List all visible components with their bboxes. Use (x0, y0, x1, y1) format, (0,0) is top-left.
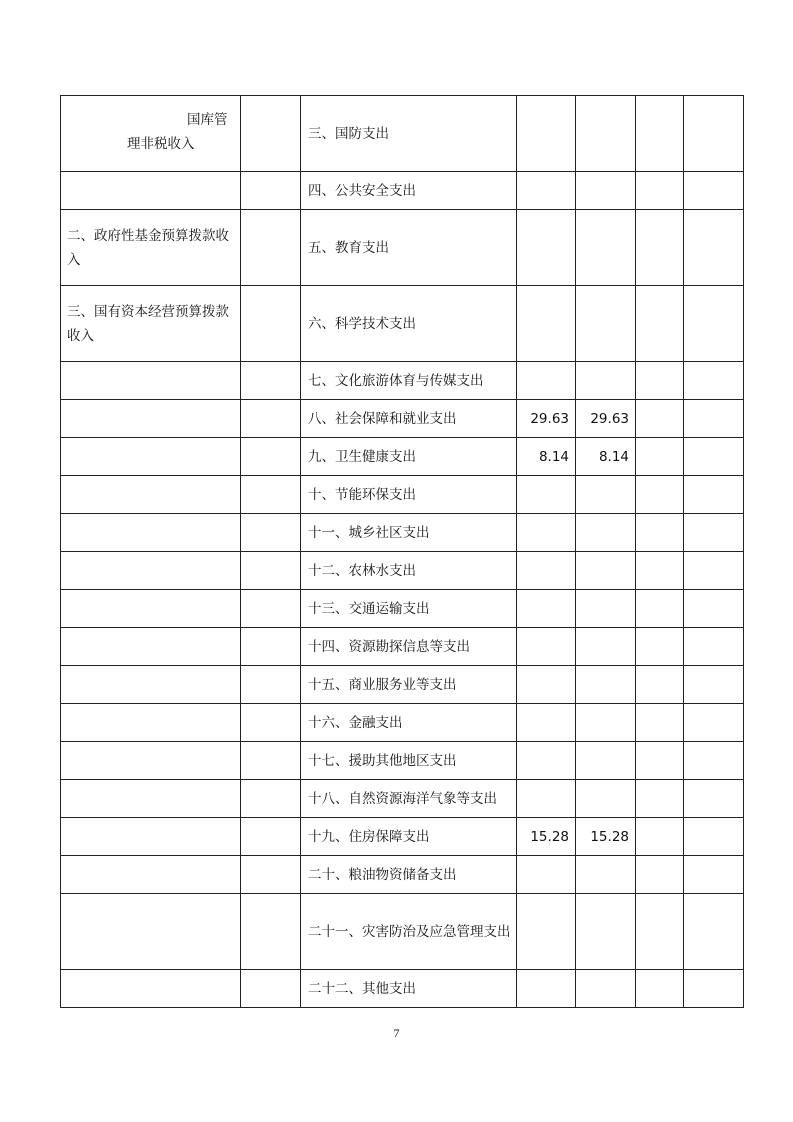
amount-cell: 29.63 (576, 400, 636, 438)
income-cell (61, 514, 241, 552)
amount-cell (684, 552, 744, 590)
amount-cell (684, 514, 744, 552)
table-row (61, 362, 744, 400)
amount-cell (517, 552, 576, 590)
income-amount-cell (241, 628, 301, 666)
amount-cell (636, 666, 684, 704)
amount-cell (636, 590, 684, 628)
amount-cell (517, 96, 576, 172)
amount-cell (576, 856, 636, 894)
table-row (61, 552, 744, 590)
amount-cell (684, 210, 744, 286)
table-row (61, 210, 744, 286)
amount-cell (636, 894, 684, 970)
income-cell (61, 780, 241, 818)
amount-cell (684, 590, 744, 628)
income-cell: 二、政府性基金预算拨款收入 (61, 210, 241, 286)
income-amount-cell (241, 780, 301, 818)
expense-cell: 二十二、其他支出 (301, 970, 517, 1008)
amount-cell (517, 172, 576, 210)
budget-table (60, 95, 744, 1008)
income-amount-cell (241, 476, 301, 514)
amount-cell (684, 780, 744, 818)
income-amount-cell (241, 172, 301, 210)
income-amount-cell (241, 362, 301, 400)
income-cell: 三、国有资本经营预算拨款收入 (61, 286, 241, 362)
expense-cell: 九、卫生健康支出 (301, 438, 517, 476)
table-row (61, 96, 744, 172)
table-row (61, 590, 744, 628)
table-row (61, 514, 744, 552)
amount-cell (576, 590, 636, 628)
table-row (61, 476, 744, 514)
table-row (61, 856, 744, 894)
amount-cell (517, 894, 576, 970)
income-cell (61, 742, 241, 780)
amount-cell (517, 970, 576, 1008)
amount-cell (576, 210, 636, 286)
amount-cell (576, 894, 636, 970)
expense-cell: 十二、农林水支出 (301, 552, 517, 590)
amount-cell (517, 210, 576, 286)
income-amount-cell (241, 96, 301, 172)
amount-cell (517, 514, 576, 552)
income-amount-cell (241, 438, 301, 476)
amount-cell (636, 970, 684, 1008)
expense-cell: 十一、城乡社区支出 (301, 514, 517, 552)
income-cell (61, 970, 241, 1008)
amount-cell (576, 362, 636, 400)
expense-cell: 六、科学技术支出 (301, 286, 517, 362)
table-row (61, 894, 744, 970)
amount-cell (684, 476, 744, 514)
expense-cell: 八、社会保障和就业支出 (301, 400, 517, 438)
amount-cell (576, 476, 636, 514)
table-row (61, 400, 744, 438)
table-row (61, 666, 744, 704)
amount-cell (636, 818, 684, 856)
amount-cell (517, 286, 576, 362)
amount-cell: 15.28 (576, 818, 636, 856)
income-amount-cell (241, 286, 301, 362)
amount-cell: 8.14 (517, 438, 576, 476)
amount-cell (517, 590, 576, 628)
income-amount-cell (241, 400, 301, 438)
amount-cell (636, 210, 684, 286)
amount-cell (636, 780, 684, 818)
amount-cell (636, 438, 684, 476)
table-row (61, 704, 744, 742)
income-cell (61, 894, 241, 970)
amount-cell (576, 742, 636, 780)
amount-cell: 8.14 (576, 438, 636, 476)
amount-cell (636, 742, 684, 780)
expense-cell: 十九、住房保障支出 (301, 818, 517, 856)
amount-cell (576, 514, 636, 552)
amount-cell (576, 172, 636, 210)
table-row (61, 438, 744, 476)
amount-cell: 15.28 (517, 818, 576, 856)
expense-cell: 十六、金融支出 (301, 704, 517, 742)
page-number: 7 (393, 1026, 400, 1040)
income-amount-cell (241, 590, 301, 628)
income-cell (61, 666, 241, 704)
expense-cell: 十、节能环保支出 (301, 476, 517, 514)
amount-cell (636, 362, 684, 400)
income-amount-cell (241, 210, 301, 286)
amount-cell (684, 970, 744, 1008)
income-cell (61, 856, 241, 894)
amount-cell (576, 628, 636, 666)
income-cell (61, 438, 241, 476)
amount-cell (684, 742, 744, 780)
amount-cell (636, 96, 684, 172)
expense-cell: 五、教育支出 (301, 210, 517, 286)
table-row (61, 628, 744, 666)
income-amount-cell (241, 666, 301, 704)
amount-cell (636, 172, 684, 210)
amount-cell (636, 476, 684, 514)
amount-cell (517, 780, 576, 818)
amount-cell (684, 438, 744, 476)
amount-cell (517, 856, 576, 894)
amount-cell (684, 856, 744, 894)
amount-cell (576, 780, 636, 818)
amount-cell (684, 362, 744, 400)
income-cell: 国库管理非税收入 (61, 96, 241, 172)
amount-cell (684, 172, 744, 210)
amount-cell (636, 286, 684, 362)
amount-cell (684, 704, 744, 742)
income-cell (61, 400, 241, 438)
amount-cell (517, 362, 576, 400)
amount-cell (576, 96, 636, 172)
amount-cell (576, 286, 636, 362)
amount-cell (636, 514, 684, 552)
amount-cell (684, 96, 744, 172)
income-cell (61, 628, 241, 666)
amount-cell (636, 552, 684, 590)
amount-cell (684, 286, 744, 362)
expense-cell: 十四、资源勘探信息等支出 (301, 628, 517, 666)
amount-cell (576, 666, 636, 704)
income-cell (61, 590, 241, 628)
income-amount-cell (241, 856, 301, 894)
amount-cell (576, 704, 636, 742)
table-row (61, 970, 744, 1008)
amount-cell (684, 400, 744, 438)
income-amount-cell (241, 514, 301, 552)
amount-cell (684, 666, 744, 704)
amount-cell (636, 628, 684, 666)
income-cell (61, 172, 241, 210)
amount-cell (636, 704, 684, 742)
table-row (61, 286, 744, 362)
table-row (61, 780, 744, 818)
amount-cell (576, 552, 636, 590)
amount-cell: 29.63 (517, 400, 576, 438)
amount-cell (684, 818, 744, 856)
table-row (61, 742, 744, 780)
amount-cell (517, 476, 576, 514)
amount-cell (576, 970, 636, 1008)
expense-cell: 三、国防支出 (301, 96, 517, 172)
amount-cell (517, 704, 576, 742)
amount-cell (517, 742, 576, 780)
income-amount-cell (241, 970, 301, 1008)
amount-cell (517, 666, 576, 704)
income-cell (61, 704, 241, 742)
income-amount-cell (241, 742, 301, 780)
expense-cell: 二十一、灾害防治及应急管理支出 (301, 894, 517, 970)
income-cell (61, 818, 241, 856)
expense-cell: 二十、粮油物资储备支出 (301, 856, 517, 894)
income-cell (61, 476, 241, 514)
expense-cell: 十五、商业服务业等支出 (301, 666, 517, 704)
amount-cell (636, 400, 684, 438)
expense-cell: 四、公共安全支出 (301, 172, 517, 210)
amount-cell (517, 628, 576, 666)
income-amount-cell (241, 704, 301, 742)
income-amount-cell (241, 894, 301, 970)
expense-cell: 十八、自然资源海洋气象等支出 (301, 780, 517, 818)
income-amount-cell (241, 818, 301, 856)
expense-cell: 七、文化旅游体育与传媒支出 (301, 362, 517, 400)
income-amount-cell (241, 552, 301, 590)
expense-cell: 十三、交通运输支出 (301, 590, 517, 628)
table-row (61, 818, 744, 856)
expense-cell: 十七、援助其他地区支出 (301, 742, 517, 780)
amount-cell (684, 894, 744, 970)
income-cell (61, 552, 241, 590)
income-cell (61, 362, 241, 400)
table-row (61, 172, 744, 210)
amount-cell (636, 856, 684, 894)
amount-cell (684, 628, 744, 666)
